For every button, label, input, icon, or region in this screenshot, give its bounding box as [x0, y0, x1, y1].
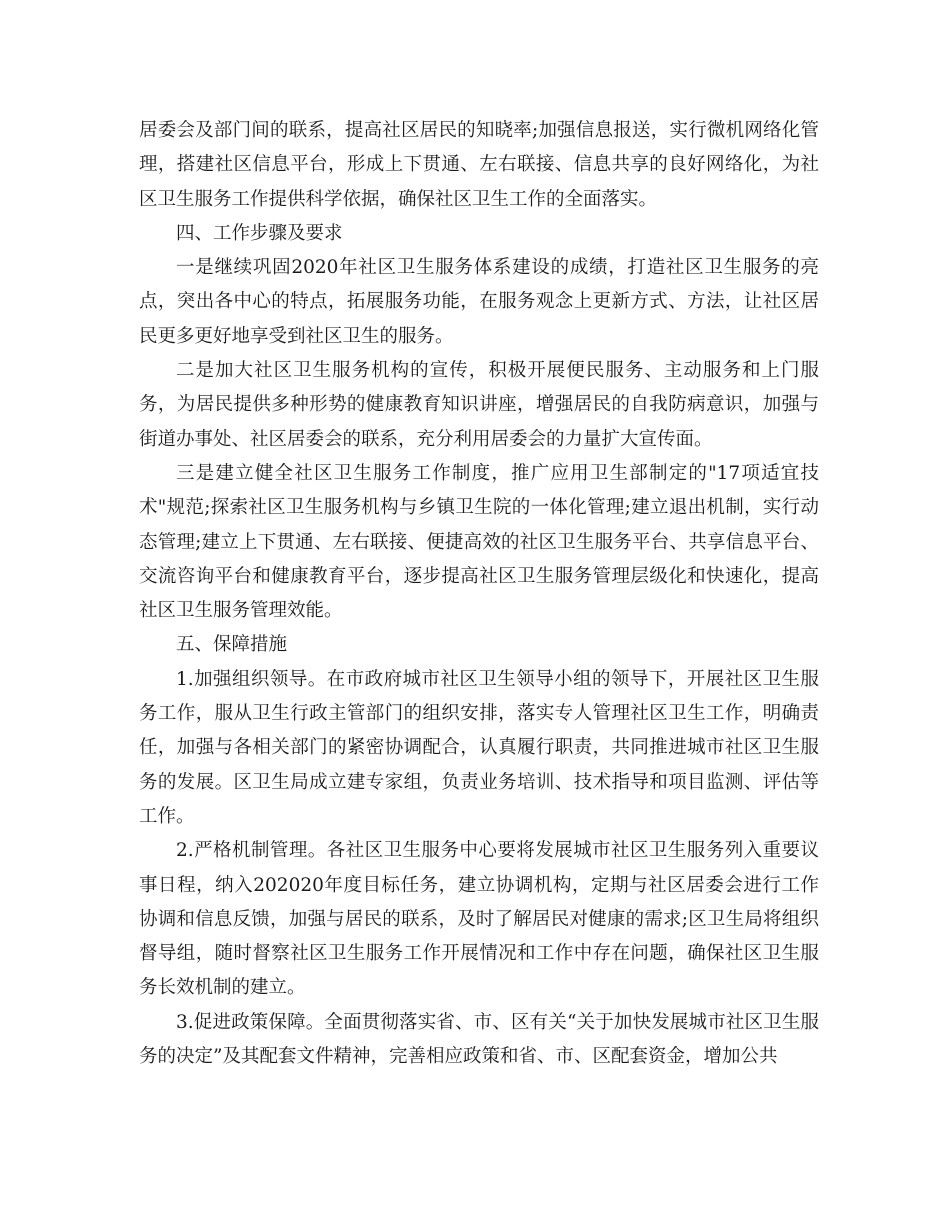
paragraph-step-three: 三是建立健全社区卫生服务工作制度，推广应用卫生部制定的"17项适宜技术"规范;探索社区卫生服务机构与乡镇卫生院的一体化管理;建立退出机制，实行动态管理;建立上下贯通、左右联接、便捷高效的社区卫生服务平台、共享信息平台、交流咨询平台和健康教育平台，逐步提高社区卫生服务管理层级化和快速化，提高社区卫生服务管理效能。	[139, 462, 819, 622]
paragraph-step-two: 二是加大社区卫生服务机构的宣传，积极开展便民服务、主动服务和上门服务，为居民提供多种形势的健康教育知识讲座，增强居民的自我防病意识，加强与街道办事处、社区居委会的联系，充分利用居委会的力量扩大宣传面。	[139, 360, 819, 450]
section-heading-work-steps: 四、工作步骤及要求	[176, 222, 343, 244]
section-heading-safeguards: 五、保障措施	[176, 634, 288, 656]
paragraph-measure-two: 2.严格机制管理。各社区卫生服务中心要将发展城市社区卫生服务列入重要议事日程，纳入202020年度目标任务，建立协调机构，定期与社区居委会进行工作协调和信息反馈，加强与居民的联系，及时了解居民对健康的需求;区卫生局将组织督导组，随时督察社区卫生服务工作开展情况和工作中存在问题，确保社区卫生服务长效机制的建立。	[139, 840, 819, 999]
paragraph-measure-three: 3.促进政策保障。全面贯彻落实省、市、区有关“关于加快发展城市社区卫生服务的决定”及其配套文件精神，完善相应政策和省、市、区配套资金，增加公共	[139, 1011, 819, 1068]
document-body	[139, 114, 819, 1074]
paragraph-continuation: 居委会及部门间的联系，提高社区居民的知晓率;加强信息报送，实行微机网络化管理，搭建社区信息平台，形成上下贯通、左右联接、信息共享的良好网络化，为社区卫生服务工作提供科学依据，确保社区卫生工作的全面落实。	[139, 120, 819, 210]
paragraph-step-one: 一是继续巩固2020年社区卫生服务体系建设的成绩，打造社区卫生服务的亮点，突出各中心的特点，拓展服务功能，在服务观念上更新方式、方法，让社区居民更多更好地享受到社区卫生的服务。	[139, 257, 819, 347]
paragraph-measure-one: 1.加强组织领导。在市政府城市社区卫生领导小组的领导下，开展社区卫生服务工作，服从卫生行政主管部门的组织安排，落实专人管理社区卫生工作，明确责任，加强与各相关部门的紧密协调配合，认真履行职责，共同推进城市社区卫生服务的发展。区卫生局成立建专家组，负责业务培训、技术指导和项目监测、评估等工作。	[139, 668, 819, 827]
